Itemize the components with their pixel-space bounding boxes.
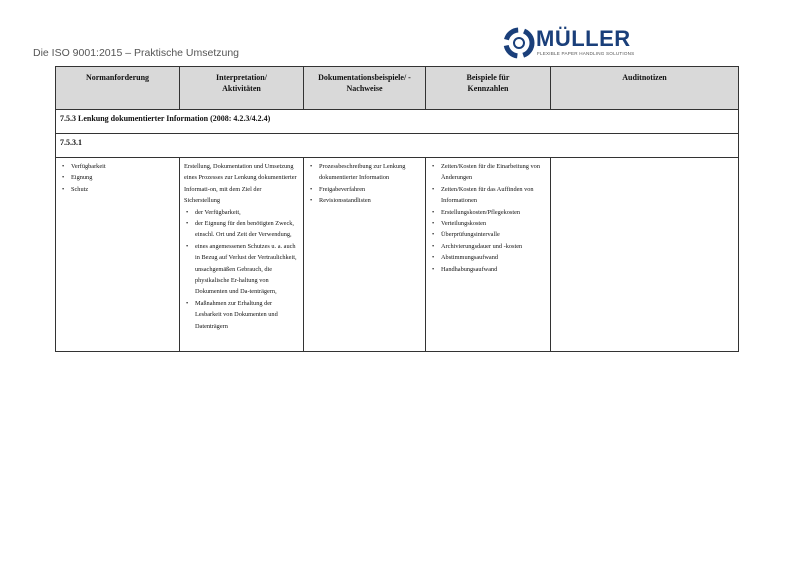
kpi-cell <box>426 158 551 352</box>
document-title: Die ISO 9001:2015 – Praktische Umsetzung <box>33 47 240 59</box>
list-item: • Verteilungskosten <box>441 218 546 229</box>
norm-cell <box>56 158 180 352</box>
logo-tagline: FLEXIBLE PAPER HANDLING SOLUTIONS <box>537 51 635 56</box>
col-header-interpretation: Interpretation/ Aktivitäten <box>180 67 304 110</box>
list-item: • Zeiten/Kosten für das Auffinden von Informationen <box>441 184 546 207</box>
col-header-audit-notes: Auditnotizen <box>551 67 739 110</box>
logo-wordmark: MÜLLER <box>536 26 631 51</box>
table-row <box>56 158 739 352</box>
list-item: • Abstimmungsaufwand <box>441 252 546 263</box>
list-item: • Eignung <box>71 172 175 183</box>
subsection-heading: 7.5.3.1 <box>56 134 739 158</box>
interpretation-intro: Erstellung, Dokumentation und Umsetzung eines Prozesses zur Lenkung dokumentierter Informati-on, mit dem Ziel der Sicherstellung <box>184 163 297 205</box>
list-item: • Revisionsstandlisten <box>319 195 421 206</box>
documentation-cell <box>304 158 426 352</box>
list-item: • Handhabungsaufwand <box>441 264 546 275</box>
logo-swirl-icon <box>503 26 535 60</box>
col-header-documentation: Dokumentationsbeispiele/ -Nachweise <box>304 67 426 110</box>
list-item: • Schutz <box>71 184 175 195</box>
col-header-kpis: Beispiele für Kennzahlen <box>426 67 551 110</box>
list-item: • Erstellungskosten/Pflegekosten <box>441 207 546 218</box>
list-item: • Überprüfungsintervalle <box>441 229 546 240</box>
list-item: • Prozessbeschreibung zur Lenkung dokumentierter Information <box>319 161 421 184</box>
audit-notes-cell[interactable] <box>551 158 739 352</box>
header-row <box>56 67 739 110</box>
list-item: • Freigabeverfahren <box>319 184 421 195</box>
list-item: • Maßnahmen zur Erhaltung der Lesbarkeit von Dokumenten und Datenträgern <box>195 298 299 332</box>
list-item: • eines angemessenen Schutzes u. a. auch in Bezug auf Verlust der Vertraulichkeit, unsachgemäßen Gebrauch, die physikalische Er-haltung von Dokumenten und Da-tenträgern, <box>195 241 299 298</box>
list-item: • Zeiten/Kosten für die Einarbeitung von Änderungen <box>441 161 546 184</box>
section-heading: 7.5.3 Lenkung dokumentierter Information (2008: 4.2.3/4.2.4) <box>56 110 739 134</box>
interpretation-cell <box>180 158 304 352</box>
iso-table <box>55 66 739 352</box>
list-item: • Archivierungsdauer und -kosten <box>441 241 546 252</box>
list-item: • der Verfügbarkeit, <box>195 207 299 218</box>
list-item: • der Eignung für den benötigten Zweck, einschl. Ort und Zeit der Verwendung, <box>195 218 299 241</box>
list-item: • Verfügbarkeit <box>71 161 175 172</box>
company-logo <box>503 26 643 62</box>
col-header-norm: Normanforderung <box>56 67 180 110</box>
